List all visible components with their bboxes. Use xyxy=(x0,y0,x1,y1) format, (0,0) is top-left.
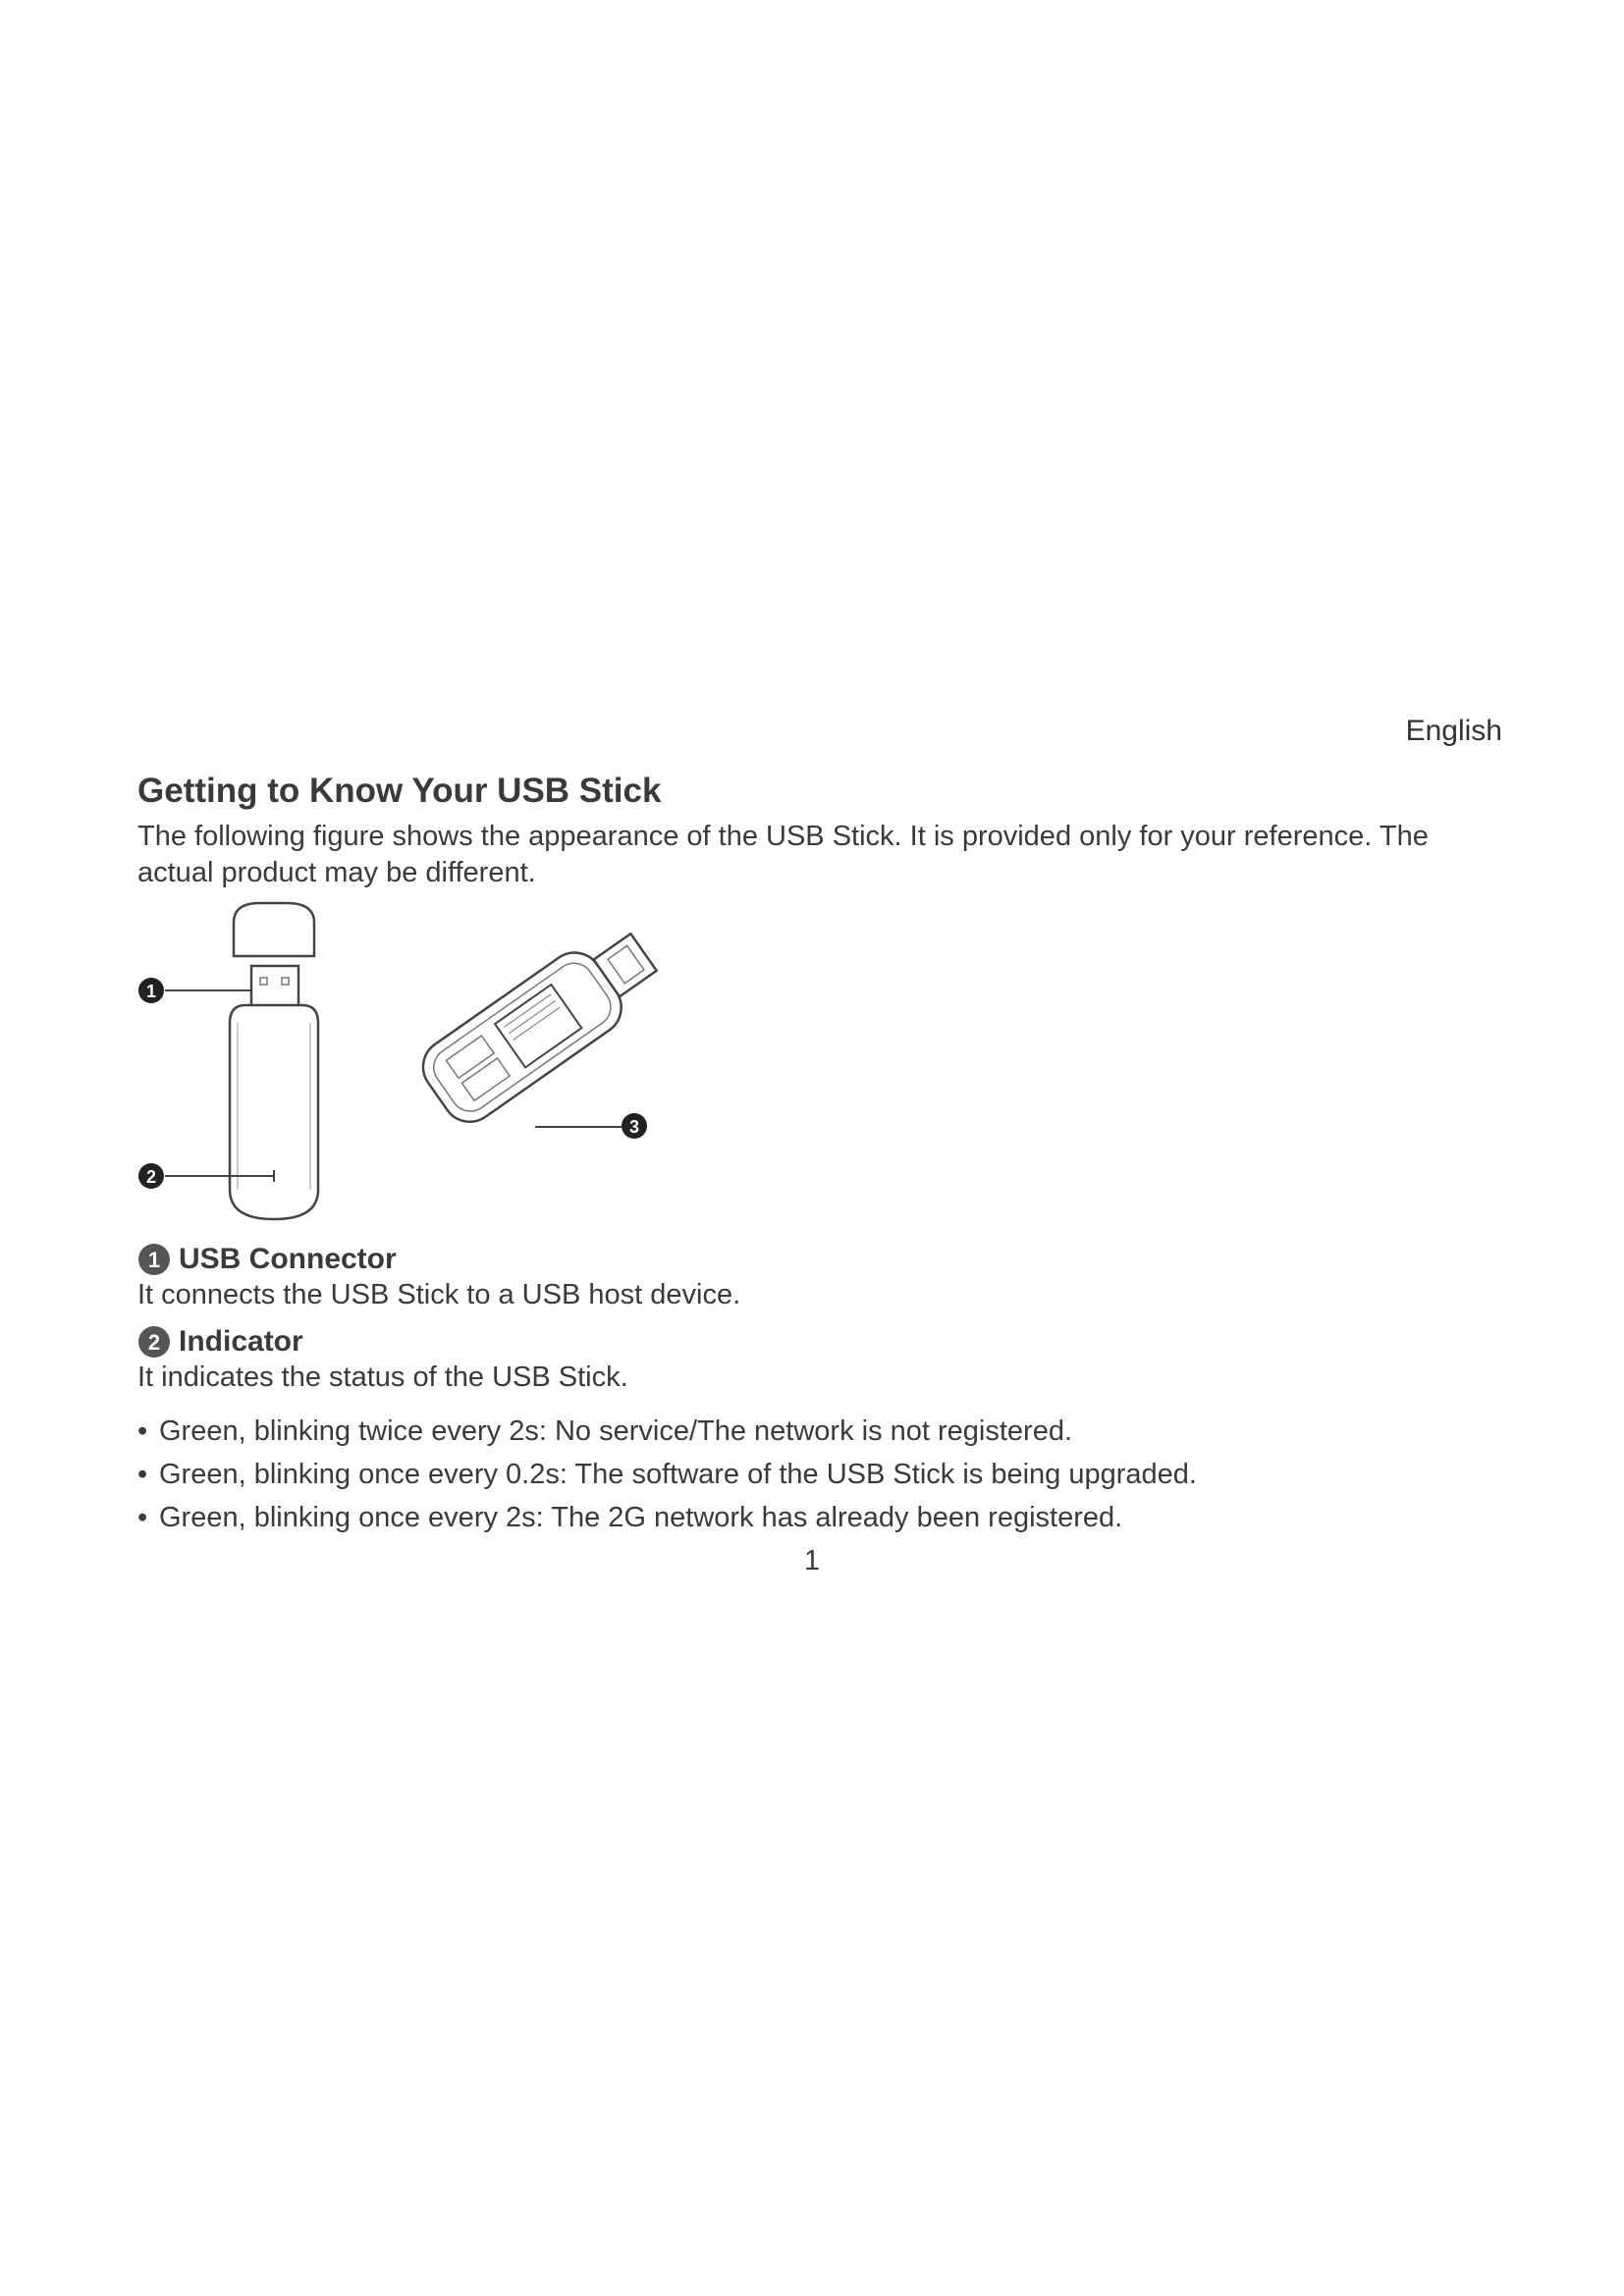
svg-text:2: 2 xyxy=(147,1330,161,1355)
intro-paragraph: The following figure shows the appearance of the USB Stick. It is provided only for your reference. The actual product may be different. xyxy=(137,821,1429,888)
page-title: Getting to Know Your USB Stick xyxy=(137,772,662,810)
indicator-status-list xyxy=(137,1410,1197,1539)
section-usb-connector xyxy=(137,1243,740,1313)
number-2-icon xyxy=(137,1325,171,1359)
list-item: • Green, blinking twice every 2s: No service/The network is not registered. xyxy=(137,1415,1073,1447)
usb-stick-figure xyxy=(128,895,677,1239)
usb-open-view xyxy=(412,916,669,1133)
callout-3-label: 3 xyxy=(628,1117,640,1137)
list-item: • Green, blinking once every 2s: The 2G network has already been registered. xyxy=(137,1502,1123,1533)
language-label: English xyxy=(1405,715,1502,747)
section-title: Indicator xyxy=(179,1325,303,1358)
section-indicator xyxy=(137,1325,628,1396)
callout-2-label: 2 xyxy=(145,1167,157,1187)
svg-text:1: 1 xyxy=(147,1248,161,1272)
list-item: • Green, blinking once every 0.2s: The software of the USB Stick is being upgraded. xyxy=(137,1459,1197,1490)
section-text: It indicates the status of the USB Stick. xyxy=(137,1362,628,1393)
usb-body xyxy=(230,1005,318,1219)
section-title: USB Connector xyxy=(179,1243,397,1275)
page-number: 1 xyxy=(803,1545,821,1576)
number-1-icon xyxy=(137,1243,171,1276)
usb-cap xyxy=(234,903,314,956)
section-text: It connects the USB Stick to a USB host device. xyxy=(137,1279,741,1310)
callout-1-label: 1 xyxy=(145,982,157,1001)
